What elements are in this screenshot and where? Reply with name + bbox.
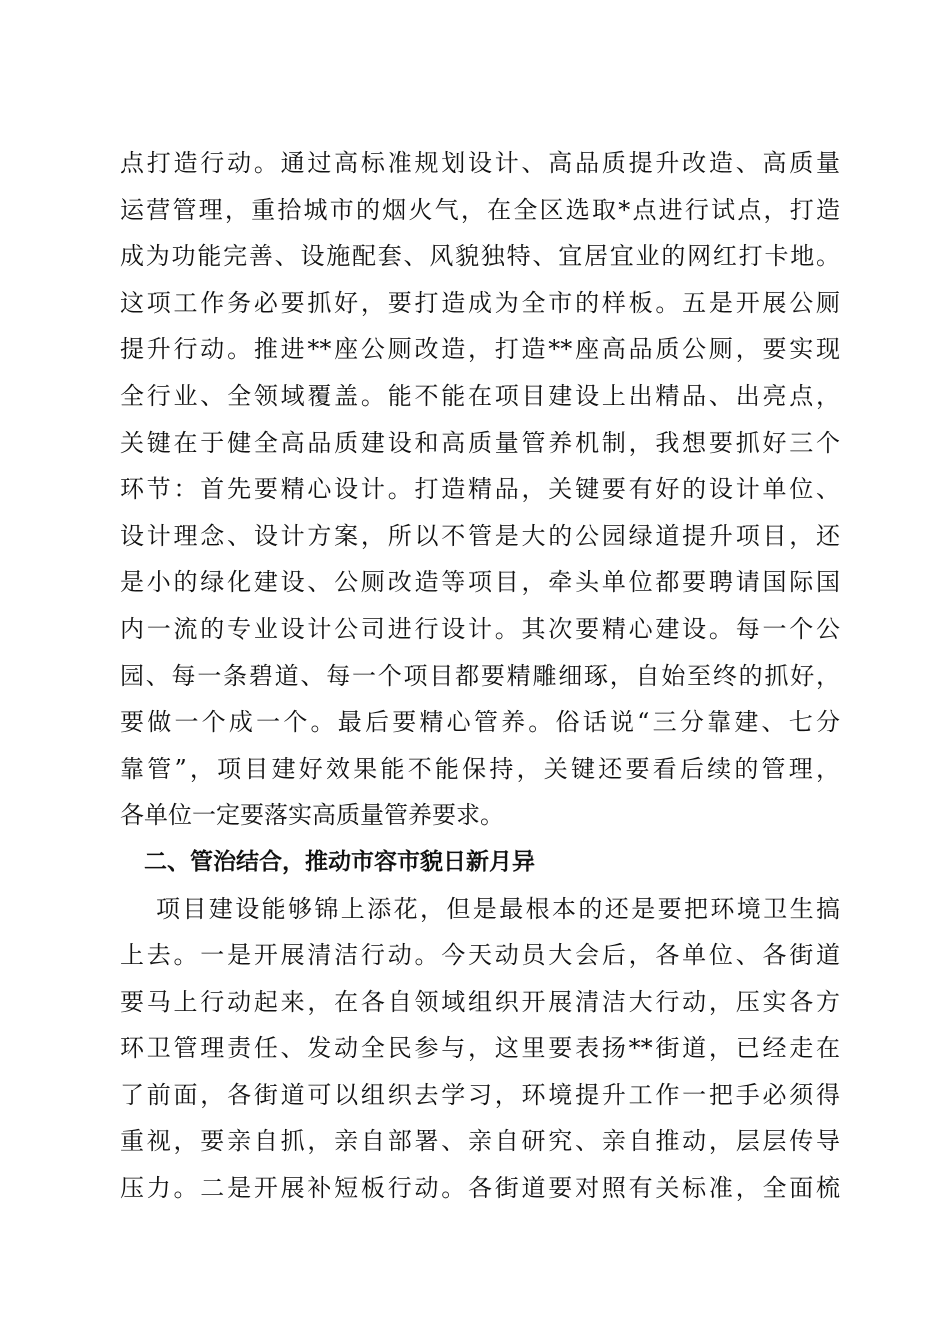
paragraph-2 [120, 886, 840, 1212]
text-line: 设计理念、设计方案，所以不管是大的公园绿道提升项目，还 [120, 521, 840, 550]
text-line: 运营管理，重拾城市的烟火气，在全区选取*点进行试点，打造 [120, 195, 840, 224]
text-line: 了前面，各街道可以组织去学习，环境提升工作一把手必须得 [120, 1080, 840, 1109]
text-line: 点打造行动。通过高标准规划设计、高品质提升改造、高质量 [120, 149, 840, 177]
text-line: 环卫管理责任、发动全民参与，这里要表扬**街道，已经走在 [120, 1034, 840, 1063]
text-line: 内一流的专业设计公司进行设计。其次要精心建设。每一个公 [120, 614, 840, 643]
text-line: 上去。一是开展清洁行动。今天动员大会后，各单位、各街道 [120, 941, 840, 970]
text-line: 环节：首先要精心设计。打造精品，关键要有好的设计单位、 [120, 475, 840, 504]
text-line: 提升行动。推进**座公厕改造，打造**座高品质公厕，要实现 [120, 335, 840, 364]
text-line: 重视，要亲自抓，亲自部署、亲自研究、亲自推动，层层传导 [120, 1127, 840, 1156]
text-line: 项目建设能够锦上添花，但是最根本的还是要把环境卫生搞 [156, 894, 840, 923]
document-body [120, 140, 840, 1212]
text-line: 是小的绿化建设、公厕改造等项目，牵头单位都要聘请国际国 [120, 568, 840, 597]
paragraph-1 [120, 140, 840, 839]
text-line: 靠管”，项目建好效果能不能保持，关键还要看后续的管理， [120, 754, 840, 783]
text-line: 园、每一条碧道、每一个项目都要精雕细琢，自始至终的抓好， [120, 661, 840, 690]
text-line: 要马上行动起来，在各自领域组织开展清洁大行动，压实各方 [120, 987, 840, 1016]
text-line: 这项工作务必要抓好，要打造成为全市的样板。五是开展公厕 [120, 288, 840, 317]
section-heading: 二、管治结合，推动市容市貌日新月异 [144, 848, 535, 875]
text-line: 要做一个成一个。最后要精心管养。俗话说“三分靠建、七分 [120, 708, 840, 737]
text-line: 关键在于健全高品质建设和高质量管养机制，我想要抓好三个 [120, 428, 840, 457]
text-line: 各单位一定要落实高质量管养要求。 [120, 801, 504, 830]
text-line: 压力。二是开展补短板行动。各街道要对照有关标准，全面梳 [120, 1174, 840, 1203]
text-line: 成为功能完善、设施配套、风貌独特、宜居宜业的网红打卡地。 [120, 242, 840, 271]
text-line: 全行业、全领域覆盖。能不能在项目建设上出精品、出亮点， [120, 381, 840, 410]
